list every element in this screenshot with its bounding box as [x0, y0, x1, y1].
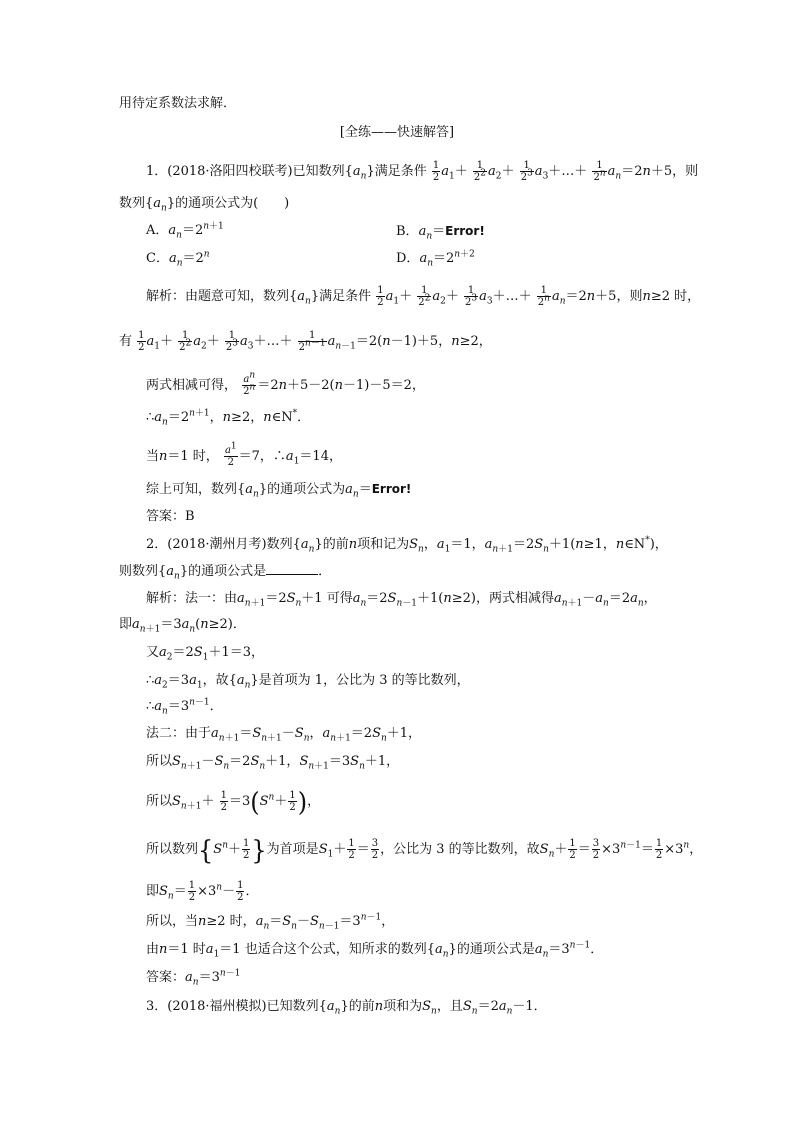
solution-2-line-7: 所以$S_{n+1}-S_n=2S_n+1$，$S_{n+1}=3S_n+1$，: [146, 754, 400, 772]
problem-3-statement: 3．(2018·福州模拟)已知数列$\{a_n\}$的前n项和为$S_n$，且$S_n=2a_n-1$．: [146, 999, 547, 1017]
answer-2: 答案：$a_n=3^{n-1}$: [146, 968, 241, 988]
problem-1-statement: 1．(2018·洛阳四校联考)已知数列$\{a_n\}$满足条件 $\frac{1}{2}$ $a_1+$ $\frac{1}{2^2}$ $a_2+$ $\frac{1}{2^3}$ $a_3+\dots+$ $\frac{1}{2^n}$ $a_n=2n+5$，则: [146, 160, 699, 183]
solution-2-line-10: 即$S_n=$ $\frac{1}{2}$ $\times 3^n-$ $\frac{1}{2}$ ．: [146, 880, 259, 903]
solution-1-line-4: $\therefore a_n=2^{n+1}$，n≥2，n∈N*．: [146, 408, 311, 428]
problem-2-statement: 2．(2018·潮州月考)数列$\{a_n\}$的前n项和记为$S_n$，$a_1=1$，$a_{n+1}=2S_n+1(n\ge 1$，n∈N*)，: [146, 535, 668, 555]
solution-2-line-9: 所以数列{$S^n+$ $\frac{1}{2}$ }为首项是$S_1+$ $\frac{1}{2}$ ＝ $\frac{3}{2}$ ，公比为 3 的等比数列，故$S_n+$ $\frac{1}{2}$ ＝ $\frac{3}{2}$ $\times 3^{n-1}=$ $\frac{1}{2}$ $\times 3^n$，: [146, 834, 703, 865]
section-title: [全练——快速解答]: [339, 125, 455, 140]
solution-2-line-12: 由n＝1 时$a_1=1$ 也适合这个公式，知所求的数列$\{a_n\}$的通项公式是$a_n=3^{n-1}$．: [146, 940, 604, 960]
answer-blank: [266, 562, 318, 575]
option-b: B．$a_n=Error$!: [396, 224, 485, 242]
solution-1-line-6: 综上可知，数列$\{a_n\}$的通项公式为$a_n=Error$!: [146, 482, 412, 500]
solution-1-line-1: 解析：由题意可知，数列$\{a_n\}$满足条件 $\frac{1}{2}$ $a_1+$ $\frac{1}{2^2}$ $a_2+$ $\frac{1}{2^3}$ $a_3+\dots+$ $\frac{1}{2^n}$ $a_n=2n+5$，则n≥2 时，: [146, 285, 701, 308]
solution-2-line-8: 所以$S_{n+1}+$ $\frac{1}{2}$ $=3(S^n+$ $\frac{1}{2}$ )，: [146, 786, 321, 817]
solution-2-line-2: 即$a_{n+1}=3a_n(n\ge 2)$．: [119, 617, 246, 635]
option-a: A．$a_n=2^{n+1}$: [146, 221, 224, 241]
solution-2-line-4: $\therefore a_2=3a_1$，故$\{a_n\}$是首项为 1，公比为 3 的等比数列，: [146, 673, 470, 691]
option-d: D．$a_n=2^{n+2}$: [396, 249, 475, 269]
solution-1-line-3: 两式相减可得， $\frac{a^n}{2^n}$ ＝2n＋5－2(n－1)－5＝2，: [146, 370, 425, 397]
problem-1-statement-cont: 数列$\{a_n\}$的通项公式为( ): [119, 196, 290, 214]
answer-1: 答案：B: [146, 509, 195, 524]
intro-line: 用待定系数法求解．: [119, 96, 237, 111]
problem-2-statement-cont: 则数列$\{a_n\}$的通项公式是 ．: [119, 564, 332, 582]
solution-2-line-3: 又$a_2=2S_1+1=3$，: [146, 645, 264, 663]
solution-2-line-5: $\therefore a_n=3^{n-1}$．: [146, 697, 223, 717]
solution-1-line-5: 当n＝1 时， $\frac{a^1}{2}$ ＝7，$\therefore a_1=14$，: [146, 441, 342, 468]
solution-2-line-11: 所以，当n≥2 时，$a_n=S_n-S_{n-1}=3^{n-1}$，: [146, 912, 395, 932]
solution-2-line-1: 解析：法一：由$a_{n+1}=2S_n+1$ 可得$a_n=2S_{n-1}+1(n\ge 2)$，两式相减得$a_{n+1}-a_n=2a_n$，: [146, 591, 657, 609]
option-c: C．$a_n=2^n$: [146, 249, 210, 269]
solution-2-line-6: 法二：由于$a_{n+1}=S_{n+1}-S_n$，$a_{n+1}=2S_n+1$，: [146, 726, 422, 744]
solution-1-line-2: 有 $\frac{1}{2}$ $a_1+$ $\frac{1}{2^2}$ $a_2+$ $\frac{1}{2^3}$ $a_3+\dots+$ $\frac{1}{2^{n-1}}$ $a_{n-1}=2(n-1)+5$，n≥2，: [119, 330, 492, 353]
